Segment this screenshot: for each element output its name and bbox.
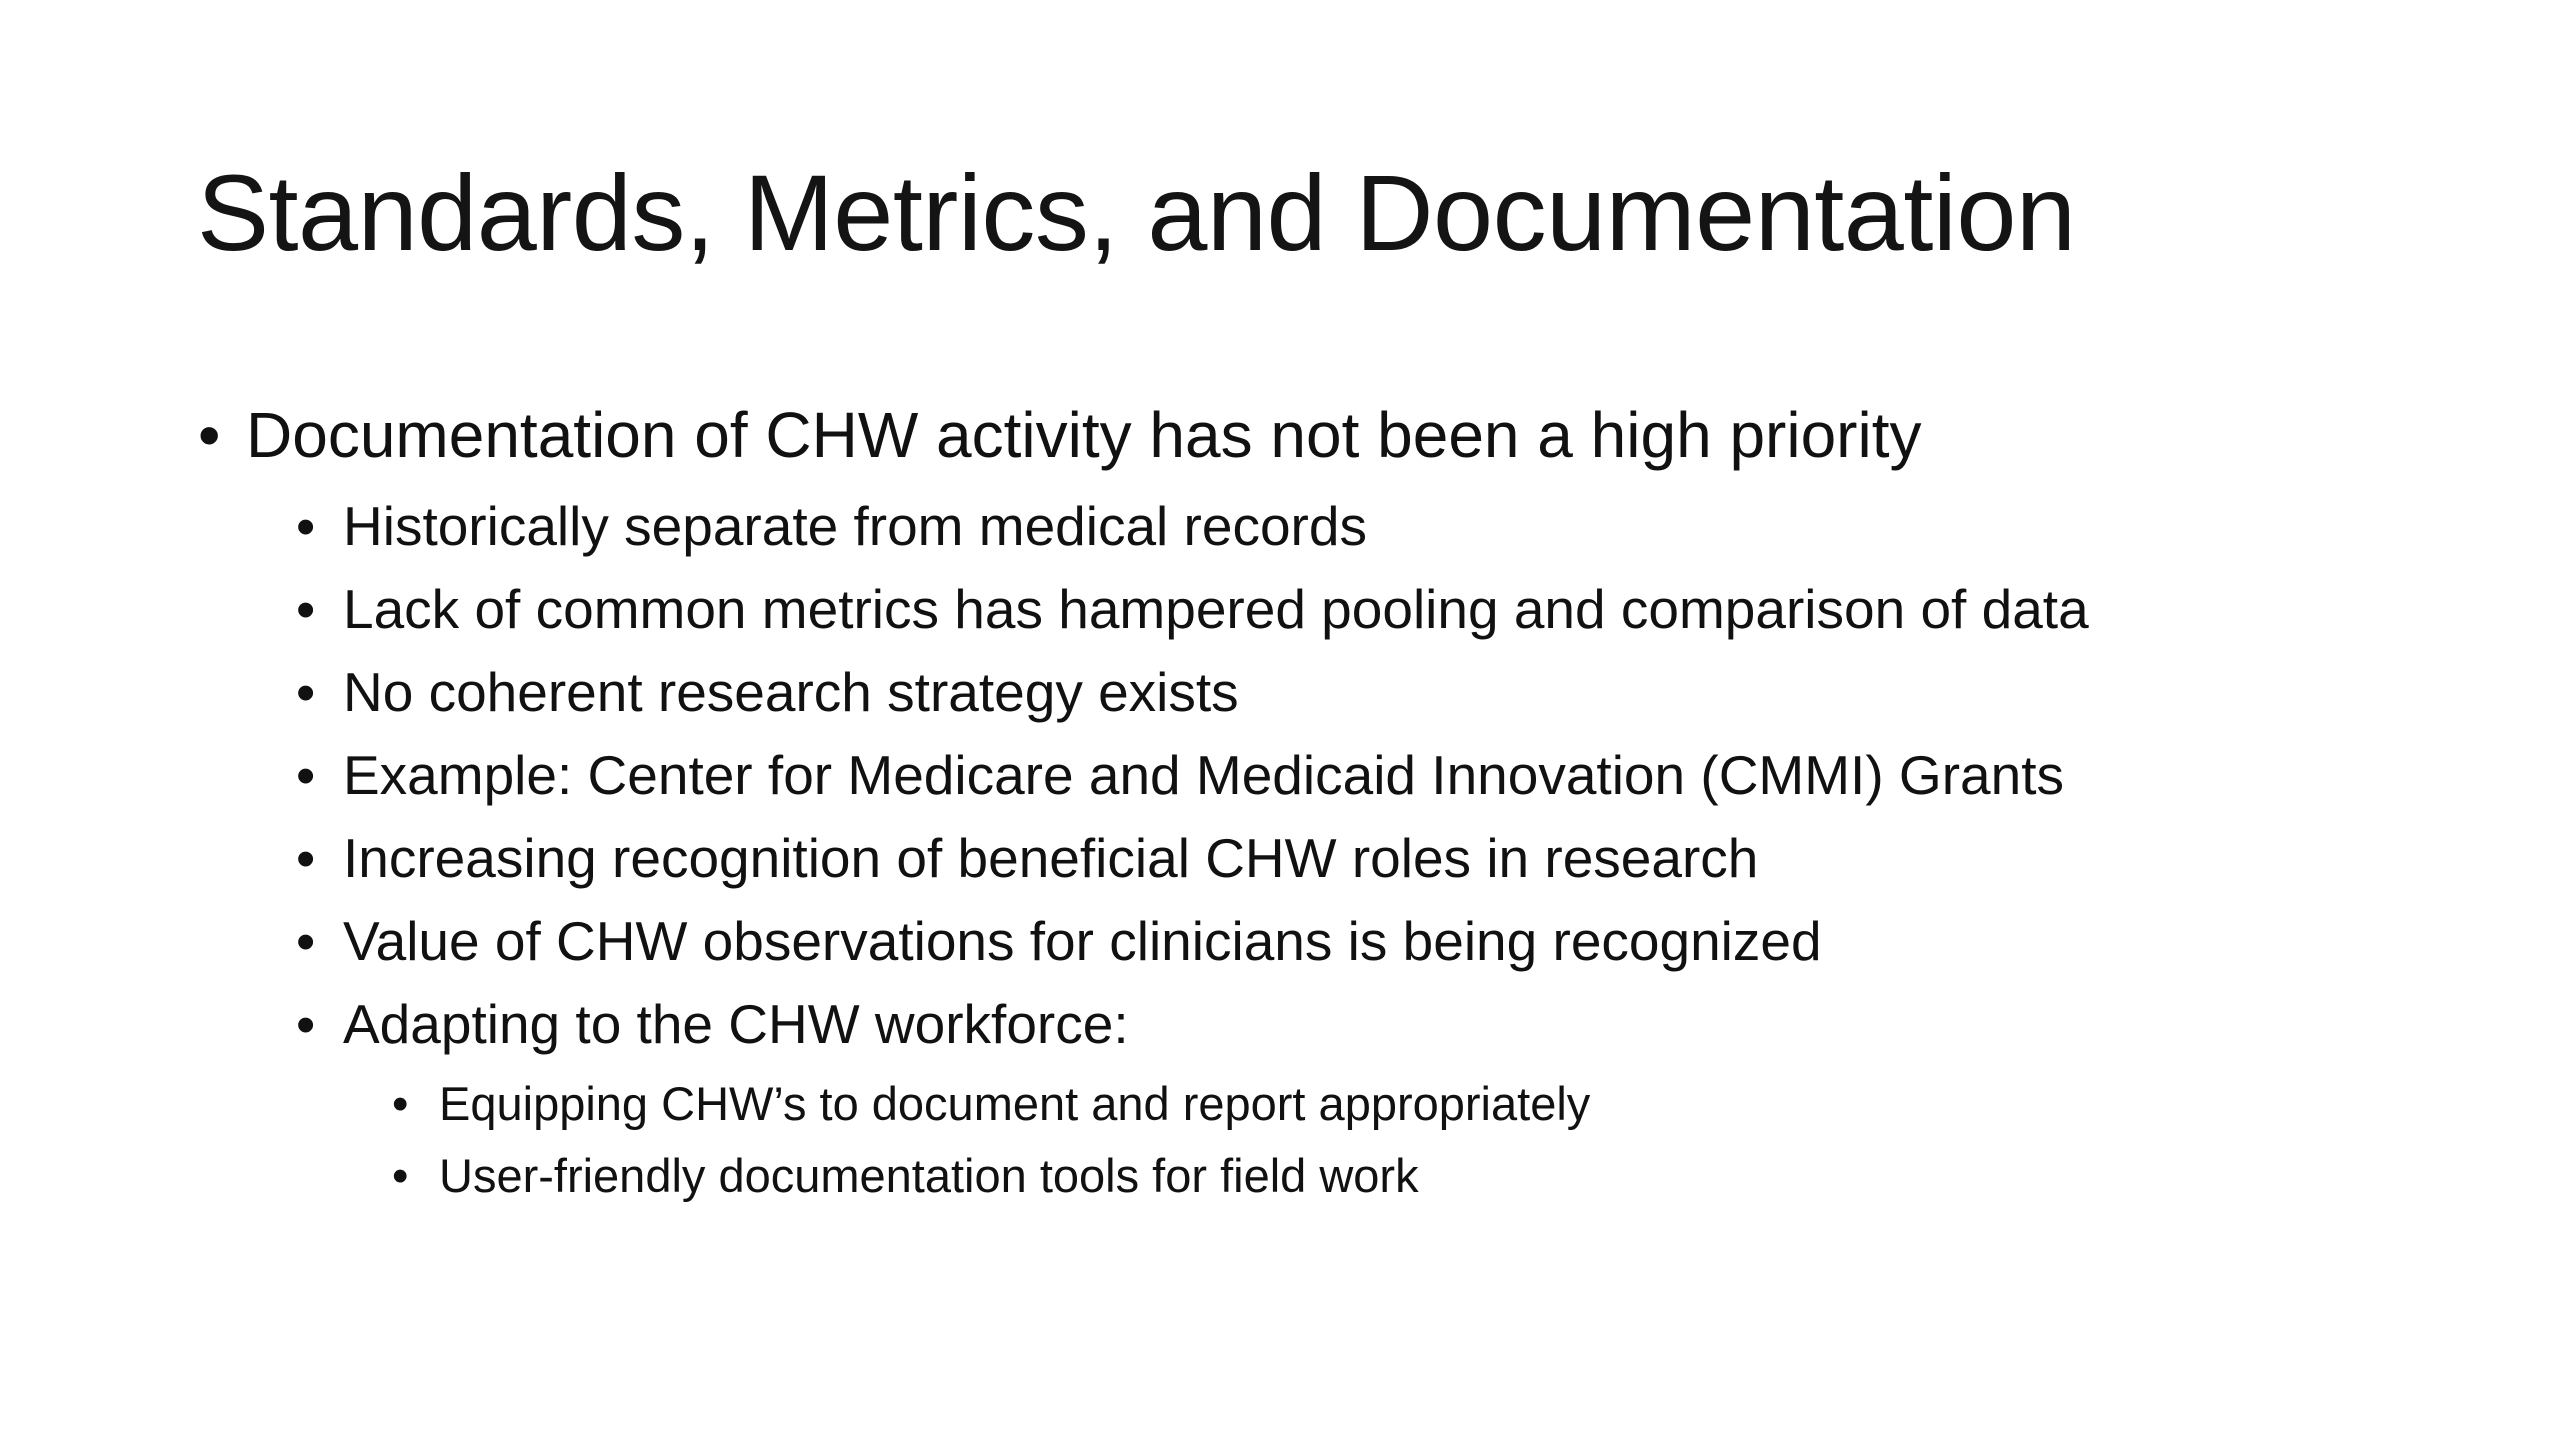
- bullet-item-level-2: [296, 823, 1758, 893]
- bullet-icon: •: [198, 399, 221, 471]
- bullet-text: Equipping CHW’s to document and report appropriately: [439, 1077, 1591, 1130]
- bullet-text: No coherent research strategy exists: [343, 661, 1239, 723]
- bullet-icon: •: [296, 661, 316, 723]
- bullet-item-level-2: [296, 740, 2064, 810]
- bullet-item-level-3: [392, 1146, 1419, 1206]
- bullet-text: Historically separate from medical records: [343, 495, 1367, 557]
- bullet-text: Example: Center for Medicare and Medicaid Innovation (CMMI) Grants: [343, 744, 2064, 806]
- bullet-item-level-3: [392, 1074, 1590, 1134]
- bullet-text: Documentation of CHW activity has not been a high priority: [246, 399, 1922, 471]
- bullet-icon: •: [296, 744, 316, 806]
- bullet-icon: •: [296, 827, 316, 889]
- bullet-item-level-2: [296, 574, 2089, 644]
- bullet-icon: •: [392, 1077, 409, 1130]
- bullet-icon: •: [392, 1149, 409, 1202]
- bullet-item-level-2: [296, 906, 1822, 976]
- bullet-item-level-2: [296, 491, 1367, 561]
- bullet-item-level-2: [296, 989, 1129, 1059]
- bullet-text: Lack of common metrics has hampered pooling and comparison of data: [343, 578, 2089, 640]
- bullet-icon: •: [296, 495, 316, 557]
- bullet-icon: •: [296, 578, 316, 640]
- bullet-text: User-friendly documentation tools for field work: [439, 1149, 1419, 1202]
- slide-title: Standards, Metrics, and Documentation: [197, 152, 2076, 273]
- bullet-text: Increasing recognition of beneficial CHW roles in research: [343, 827, 1759, 889]
- bullet-icon: •: [296, 910, 316, 972]
- bullet-icon: •: [296, 993, 316, 1055]
- bullet-item-level-1: [198, 395, 1921, 475]
- bullet-text: Adapting to the CHW workforce:: [343, 993, 1129, 1055]
- bullet-item-level-2: [296, 657, 1239, 727]
- bullet-text: Value of CHW observations for clinicians is being recognized: [343, 910, 1822, 972]
